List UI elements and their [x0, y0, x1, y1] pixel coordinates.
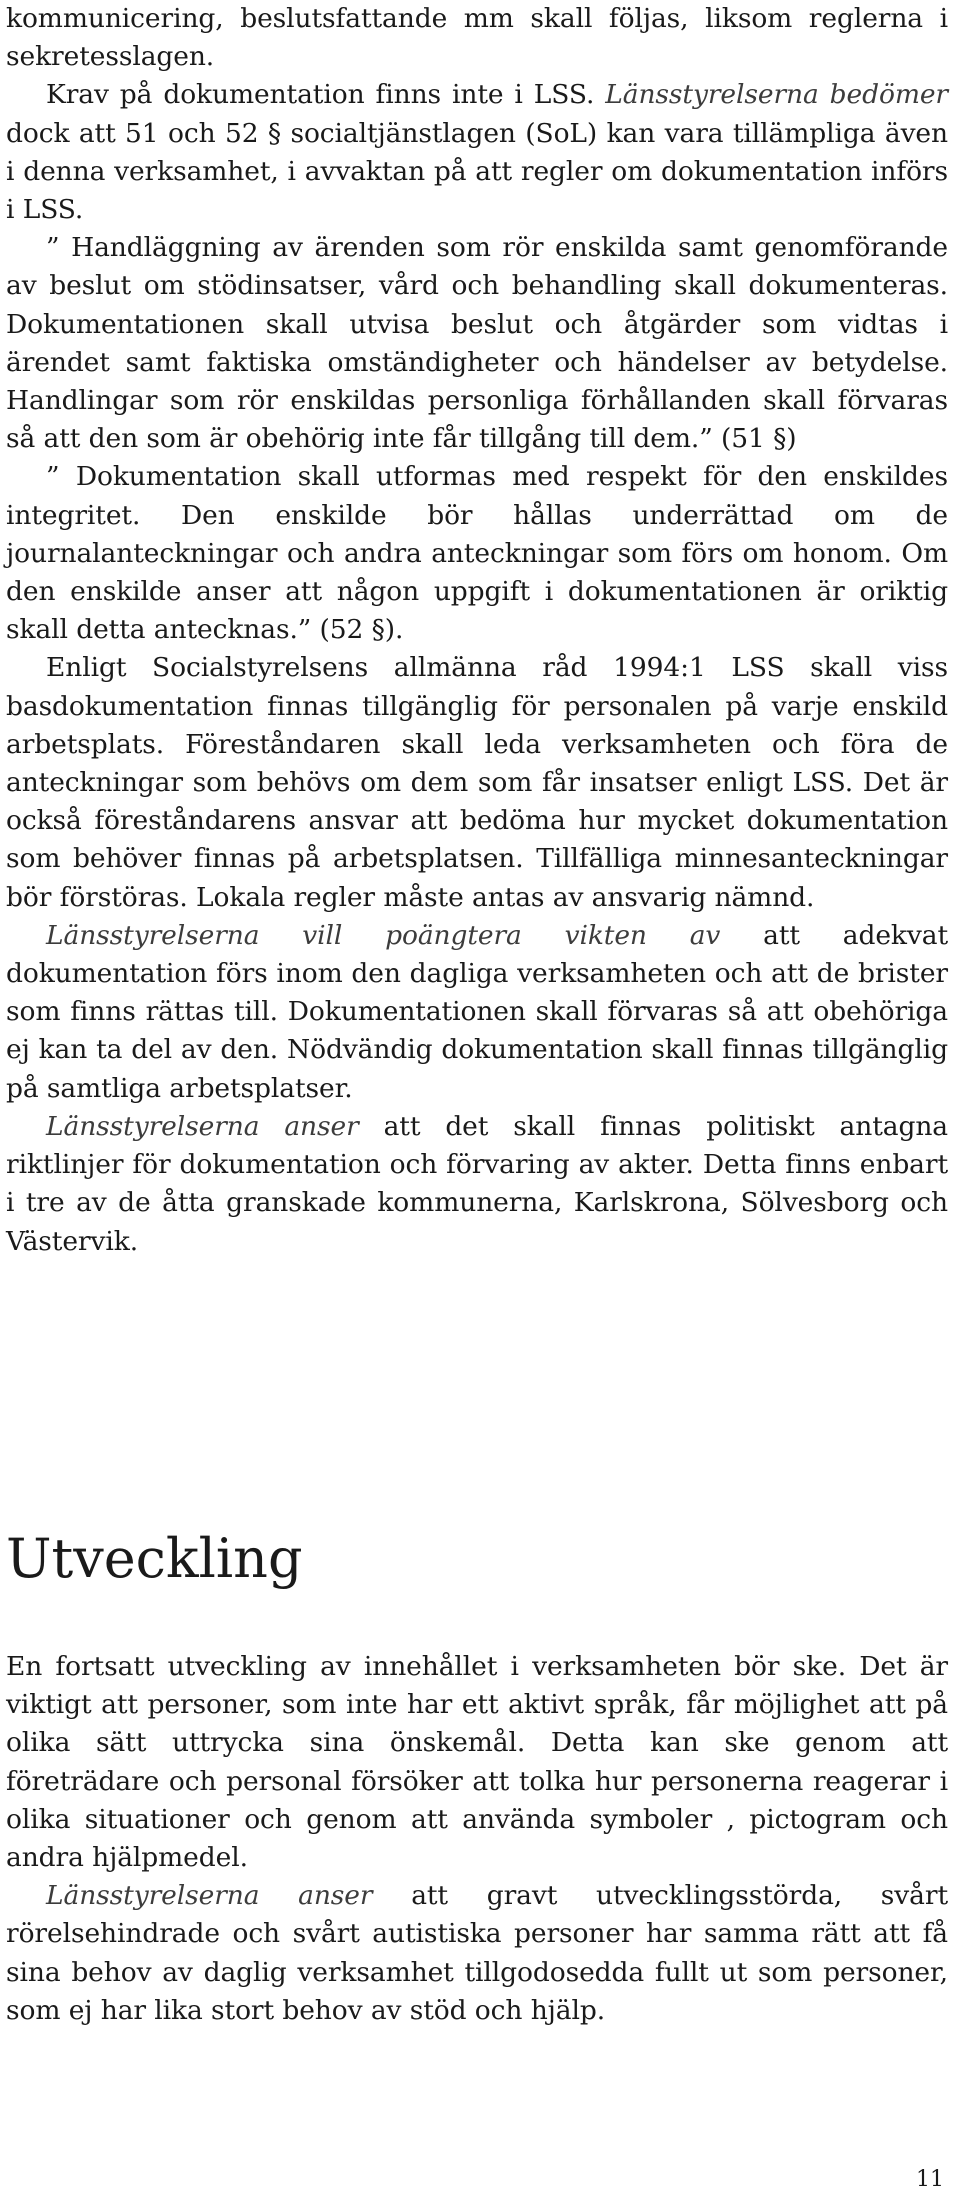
paragraph-text: att gravt utvecklingsstörda, svårt rörelsehindrade och svårt autistiska personer har samma rätt att få sina behov av daglig verksamhet tillgodosedda fullt ut som personer, som ej har lika stort behov av stöd och hjälp.	[6, 1880, 948, 2026]
paragraph: Enligt Socialstyrelsens allmänna råd 1994:1 LSS skall viss basdokumentation finnas tillgänglig för personalen på varje enskild arbetsplats. Föreståndaren skall leda verksamheten och föra de anteckningar som behövs om dem som får insatser enligt LSS. Det är också föreståndarens ansvar att bedöma hur mycket dokumentation som behöver finnas på arbetsplatsen. Tillfälliga minnesanteckningar bör förstöras. Lokala regler måste antas av ansvarig nämnd.	[6, 652, 948, 913]
emphasis-text: Länsstyrelserna vill poängtera vikten av	[46, 919, 721, 951]
paragraph-text: att adekvat dokumentation förs inom den dagliga verksamheten och att de brister som finns rättas till. Dokumentationen skall förvaras så att obehöriga ej kan ta del av den. Nödvändig dokumentation skall finnas tillgänglig på samtliga arbetsplatser.	[6, 919, 948, 1104]
page-number: 11	[916, 2167, 944, 2192]
emphasis-text: Länsstyrelserna anser	[46, 1880, 373, 1912]
paragraph-text: att det skall finnas politiskt antagna riktlinjer för dokumentation och förvaring av akter. Detta finns enbart i tre av de åtta granskade kommunerna, Karlskrona, Sölvesborg och Västervik.	[6, 1110, 948, 1257]
paragraph	[6, 1108, 948, 1261]
paragraph	[6, 917, 948, 1108]
paragraph-text: Krav på dokumentation finns inte i LSS.	[46, 79, 606, 111]
paragraph	[6, 1877, 948, 2030]
quote-paragraph-52: ” Dokumentation skall utformas med respekt för den enskildes integritet. Den enskilde bör hållas underrättad om de journalanteckningar och andra anteckningar som förs om honom. Om den enskilde anser att någon uppgift i dokumentationen är oriktig skall detta antecknas.” (52 §).	[6, 461, 948, 646]
body-text-section-1	[6, 0, 948, 1261]
paragraph	[6, 76, 948, 229]
emphasis-text: Länsstyrelserna bedömer	[605, 79, 948, 111]
paragraph: kommunicering, beslutsfattande mm skall följas, liksom reglerna i sekretesslagen.	[6, 3, 948, 73]
body-text-section-2	[6, 1648, 948, 2030]
paragraph: En fortsatt utveckling av innehållet i verksamheten bör ske. Det är viktigt att personer, som inte har ett aktivt språk, får möjlighet att på olika sätt uttrycka sina önskemål. Detta kan ske genom att företrädare och personal försöker att tolka hur personerna reagerar i olika situationer och genom att använda symboler , pictogram och andra hjälpmedel.	[6, 1651, 948, 1874]
section-heading: Utveckling	[6, 1527, 303, 1590]
paragraph-text: dock att 51 och 52 § socialtjänstlagen (SoL) kan vara tillämpliga även i denna verksamhet, i avvaktan på att regler om dokumentation införs i LSS.	[6, 117, 948, 226]
quote-paragraph-51: ” Handläggning av ärenden som rör enskilda samt genomförande av beslut om stödinsatser, vård och behandling skall dokumenteras. Dokumentationen skall utvisa beslut och åtgärder som vidtas i ärendet samt faktiska omständigheter och händelser av betydelse. Handlingar som rör enskildas personliga förhållanden skall förvaras så att den som är obehörig inte får tillgång till dem.” (51 §)	[6, 232, 948, 455]
emphasis-text: Länsstyrelserna anser	[46, 1110, 359, 1142]
